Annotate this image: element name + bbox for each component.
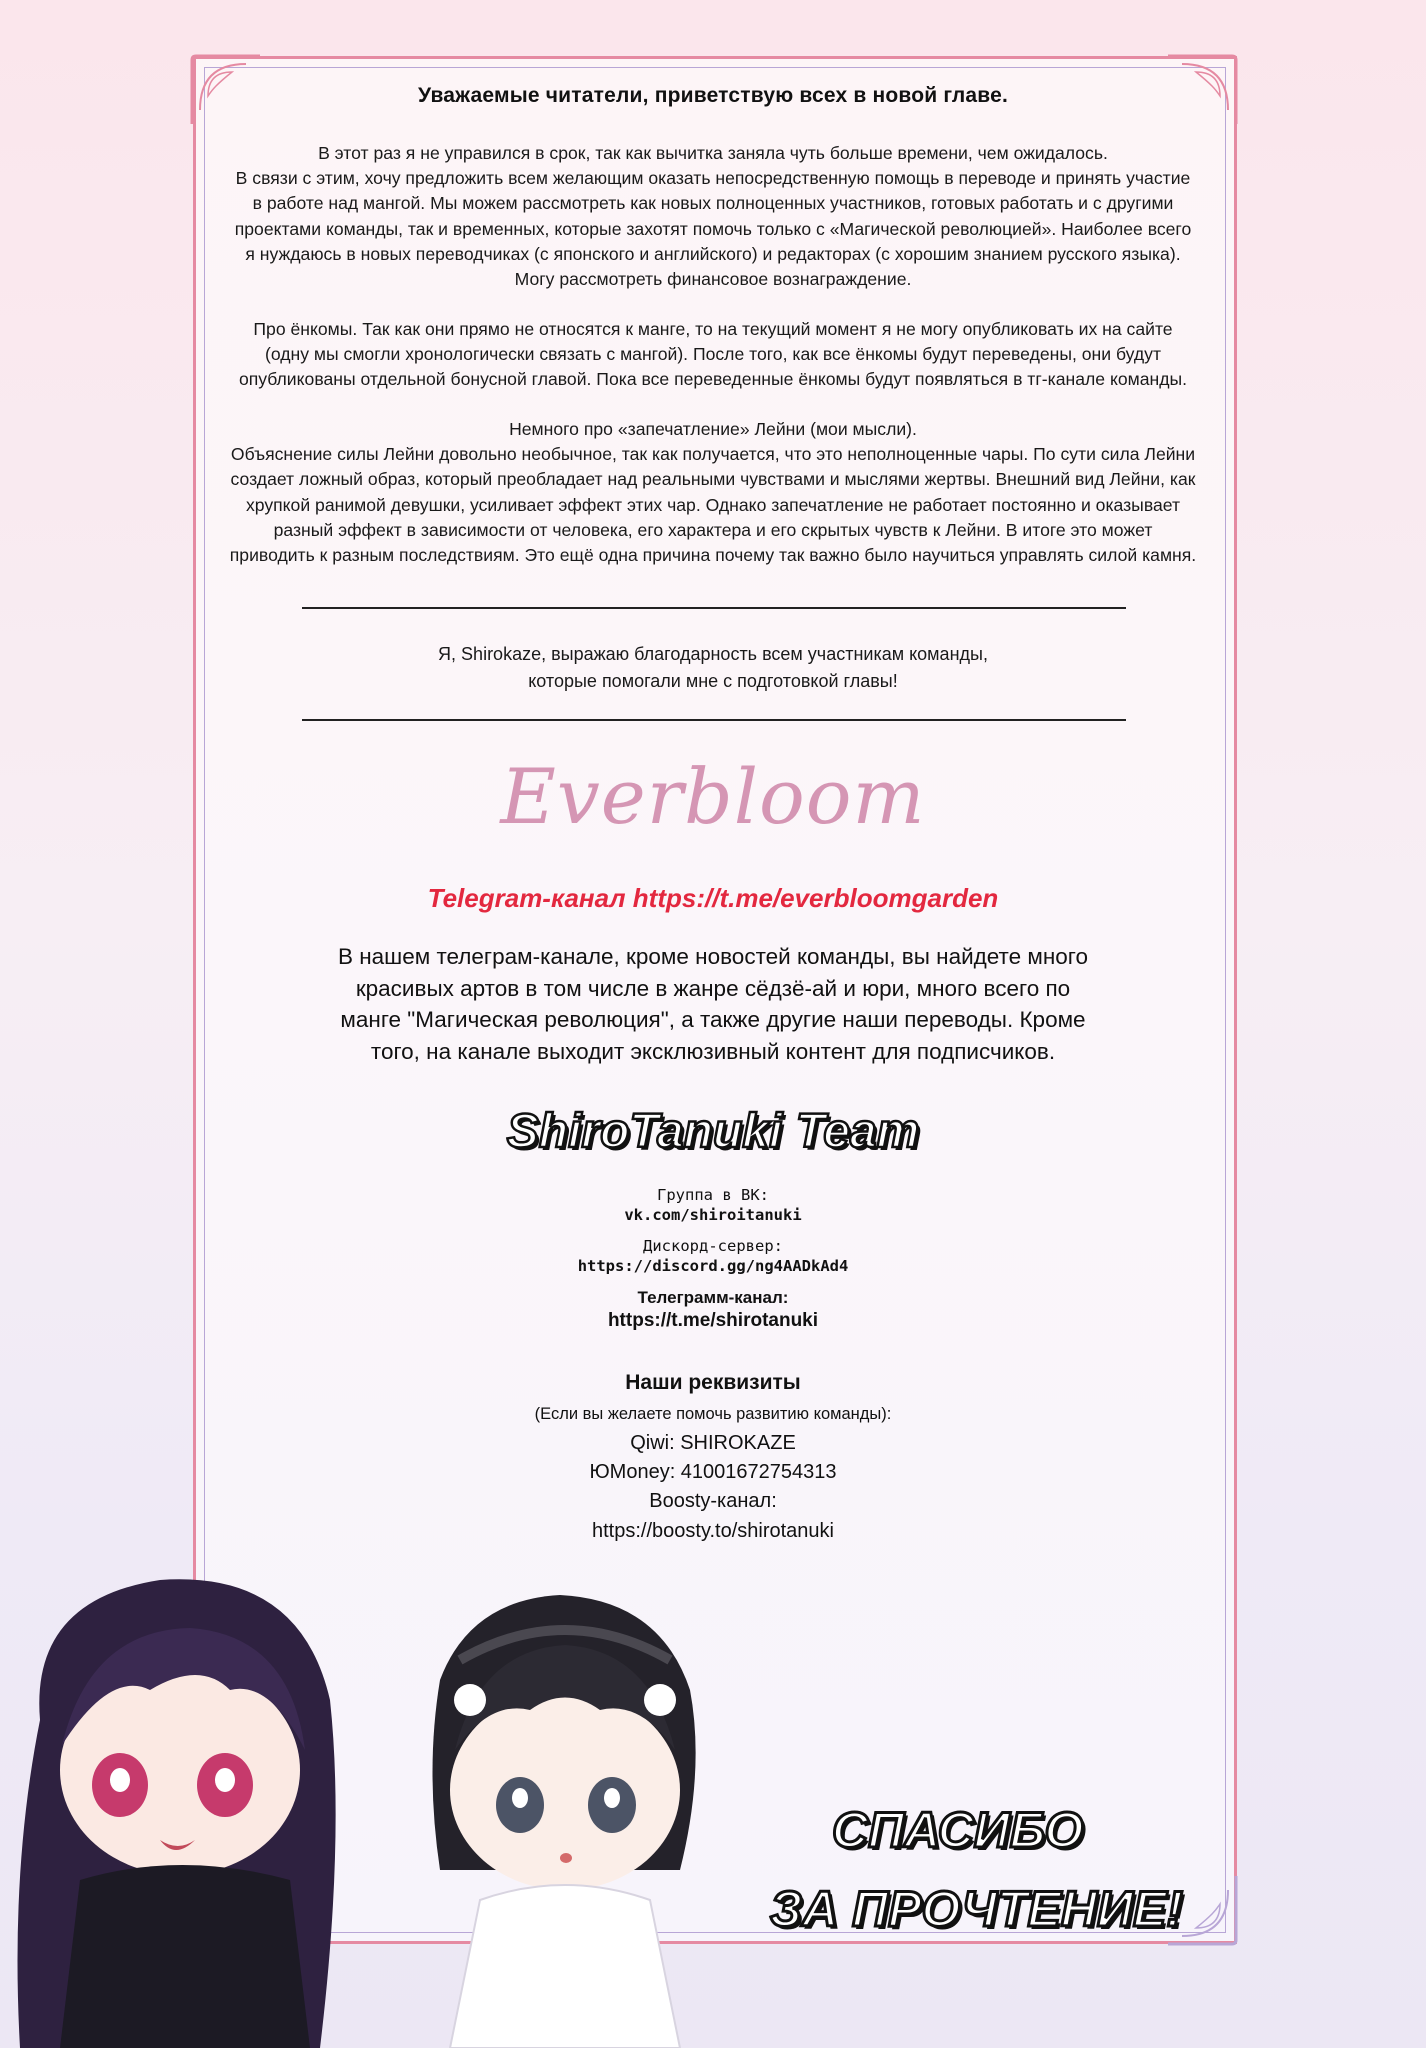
left-chibi-girl [18, 1579, 336, 2048]
text-line: Объяснение силы Лейни довольно необычное, так как получается, что это неполноценные чары. По сути сила Лейни [230, 444, 1196, 465]
text-line: проектами команды, так и временных, которые захотят помочь только с «Магической революцией». Наиболее всего [234, 218, 1192, 239]
thanks-for-reading-line2: ЗА ПРОЧТЕНИЕ! [770, 1881, 1183, 1937]
requisites-title: Наши реквизиты [625, 1371, 801, 1394]
text-line: Про ёнкомы. Так как они прямо не относятся к манге, то на текущий момент я не могу опубликовать их на сайте [253, 319, 1173, 339]
everbloom-telegram-link[interactable]: Telegram-канал https://t.me/everbloomgarden [427, 883, 999, 913]
vk-label: Группа в ВК: [657, 1186, 769, 1204]
text-line: красивых артов в том числе в жанре сёдзё-ай и юри, много всего по [355, 975, 1071, 1001]
boosty-label: Boosty-канал: [649, 1490, 777, 1512]
greeting-heading: Уважаемые читатели, приветствую всех в новой главе. [417, 84, 1009, 107]
right-chibi-girl [433, 1595, 696, 2048]
vk-link[interactable]: vk.com/shiroitanuki [624, 1206, 802, 1224]
discord-label: Дискорд-сервер: [643, 1237, 783, 1255]
text-line: Немного про «запечатление» Лейни (мои мысли). [509, 419, 917, 439]
text-line: в работе над мангой. Мы можем рассмотреть как новых полноценных участников, готовых работать и с другими [252, 193, 1174, 214]
divider [302, 607, 1126, 609]
telegram-label: Телеграмм-канал: [637, 1288, 789, 1307]
team-name-logo: ShiroTanuki Team [506, 1105, 920, 1158]
text-line: опубликованы отдельной бонусной главой. Пока все переведенные ёнкомы будут появляться в тг-канале команды. [238, 369, 1188, 390]
thanks-note [213, 641, 1213, 695]
text-line: В нашем телеграм-канале, кроме новостей команды, вы найдете много [337, 944, 1088, 969]
text-line: В связи с этим, хочу предложить всем желающим оказать непосредственную помощь в переводе и принять участие [235, 168, 1191, 189]
boosty-link[interactable]: https://boosty.to/shirotanuki [592, 1520, 834, 1542]
everbloom-logo: Everbloom [500, 752, 926, 841]
text-line: я нуждаюсь в новых переводчиках (с японского и английского) и редакторах (с хорошим знанием русского языка). [245, 243, 1181, 264]
requisites-subtitle: (Если вы желаете помочь развитию команды): [534, 1405, 892, 1423]
text-line: приводить к разным последствиям. Это ещё одна причина почему так важно было научиться управлять силой камня. [229, 545, 1197, 566]
text-line: которые помогали мне с подготовкой главы! [528, 671, 898, 691]
text-line: хрупкой ранимой девушки, усиливает эффект этих чар. Однако запечатление не работает постоянно и оказывает [245, 494, 1181, 515]
text-line: Могу рассмотреть финансовое вознаграждение. [514, 269, 912, 290]
text-line: разный эффект в зависимости от человека, его характера и его скрытых чувств к Лейни. В итоге это может [273, 519, 1153, 540]
text-line: манге "Магическая революция", а также другие наши переводы. Кроме [340, 1007, 1086, 1032]
notice-paragraph-delay [213, 141, 1213, 292]
everbloom-description [213, 941, 1213, 1067]
text-line: (одну мы смогли хронологически связать с мангой). После того, как все ёнкомы будут переведены, они будут [264, 344, 1162, 365]
text-line: Я, Shirokaze, выражаю благодарность всем участникам команды, [438, 644, 988, 664]
text-line: того, на канале выходит эксклюзивный контент для подписчиков. [370, 1038, 1056, 1064]
notice-paragraph-imprint [213, 417, 1213, 568]
chibi-characters-illustration [0, 1540, 1200, 2048]
text-line: В этот раз я не управился в срок, так как вычитка заняла чуть больше времени, чем ожидалось. [318, 143, 1108, 163]
yoomoney-account: ЮMoney: 41001672754313 [589, 1461, 837, 1483]
thanks-for-reading-line1: СПАСИБО [832, 1802, 1084, 1858]
notice-paragraph-yonkoma [213, 317, 1213, 393]
telegram-link[interactable]: https://t.me/shirotanuki [607, 1310, 819, 1331]
discord-link[interactable]: https://discord.gg/ng4AADkAd4 [577, 1257, 849, 1275]
text-line: создает ложный образ, который преобладает над реальными чувствами и мыслями жертвы. Внешний вид Лейни, как [230, 469, 1196, 490]
divider [302, 719, 1126, 721]
qiwi-account: Qiwi: SHIROKAZE [630, 1432, 796, 1454]
